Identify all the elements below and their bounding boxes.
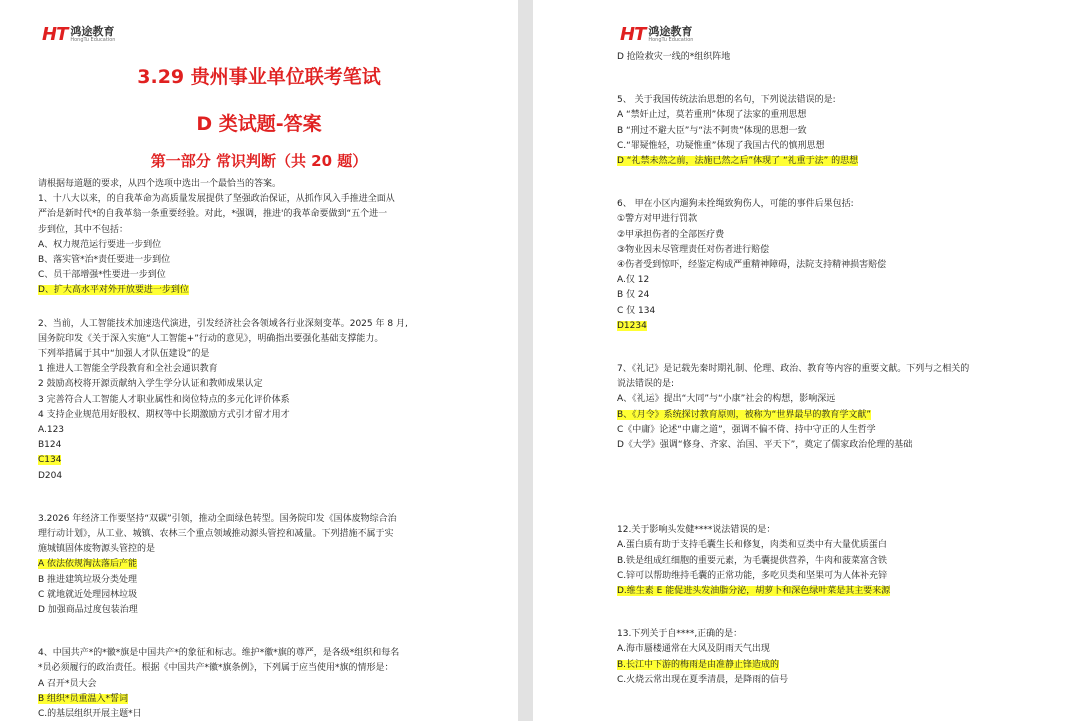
answer-highlight: D1234 <box>617 320 647 331</box>
question-13 <box>617 627 1030 688</box>
answer-highlight: D.维生素 E 能促进头发油脂分泌，胡萝卜和深色绿叶菜是其主要来源 <box>617 586 891 597</box>
question-stem: 理行动计划》，从工业、城镇、农林三个重点领域推动源头管控和减量。下列措施不属于实 <box>38 529 394 540</box>
answer-highlight: D “礼禁未然之前，法施已然之后”体现了 “礼重于法” 的思想 <box>617 156 859 167</box>
brand-logo <box>42 24 115 45</box>
document-page-left <box>0 0 518 721</box>
option: B.铁是组成红细胞的重要元素，为毛囊提供营养，牛肉和菠菜富含铁 <box>617 555 888 566</box>
instructions: 请根据每道题的要求，从四个选项中选出一个最恰当的答案。 <box>38 179 282 189</box>
option: A、《礼运》提出“大同”与“小康”社会的构想，影响深远 <box>617 394 836 405</box>
question-stem: 下列举措属于其中“加强人才队伍建设”的是 <box>38 349 210 360</box>
brand-name-en: HongTu Education <box>648 37 694 43</box>
statement-item: 2 鼓励高校将开源贡献纳入学生学分认证和教师成果认定 <box>38 379 263 390</box>
option: A “禁奸止过，莫若重刑”体现了法家的重刑思想 <box>617 110 807 121</box>
statement-item: ④伤者受到惊吓，经鉴定构成严重精神障碍，法院支持精神损害赔偿 <box>617 260 887 271</box>
answer-highlight: A 依法依规淘汰落后产能 <box>38 559 138 570</box>
question-stem: 2、当前，人工智能技术加速迭代演进，引发经济社会各领域各行业深刻变革。2025 年 8 月, <box>38 318 408 329</box>
question-1 <box>38 192 480 298</box>
option: A.123 <box>38 425 65 436</box>
statement-item: 1 推进人工智能全学段教育和全社会通识教育 <box>38 364 218 375</box>
option: A.海市蜃楼通常在大风及阴雨天气出现 <box>617 644 770 655</box>
question-4 <box>38 646 480 721</box>
question-3 <box>38 512 480 618</box>
option: C《中庸》论述“中庸之道”，强调不偏不倚、持中守正的人生哲学 <box>617 424 876 435</box>
option: B “刑过不避大臣”与“法不阿贵”体现的思想一致 <box>617 125 807 136</box>
brand-name: 鸿途教育 <box>70 25 115 38</box>
answer-highlight: B 组织*员重温入*誓词 <box>38 693 129 704</box>
question-12 <box>617 523 1030 599</box>
option: C 就地就近处理园林垃圾 <box>38 589 138 600</box>
option: B 仅 24 <box>617 290 650 301</box>
option: B 推进建筑垃圾分类处理 <box>38 574 138 585</box>
brand-name-en: HongTu Education <box>70 37 116 43</box>
statement-item: 3 完善符合人工智能人才职业属性和岗位特点的多元化评价体系 <box>38 394 290 405</box>
option: B124 <box>38 440 62 451</box>
question-stem: 严治是新时代*的自我革翁一条重要经验。对此，*强调，推进'的我革命要做到“五个进一 <box>38 209 388 220</box>
answer-highlight: B.长江中下游的梅雨是由准静止锋造成的 <box>617 659 780 670</box>
brand-logo <box>620 24 693 45</box>
exam-title: 3.29 贵州事业单位联考笔试 <box>137 66 381 88</box>
option: C 仅 134 <box>617 305 656 316</box>
option: D《大学》强调“修身、齐家、治国、平天下”，奠定了儒家政治伦理的基础 <box>617 440 913 451</box>
question-stem: 3.2026 年经济工作要坚持“双碳”引领，推动全面绿色转型。国务院印发《国体废物综合治 <box>38 513 397 524</box>
option: C、员干部增强*性要进一步到位 <box>38 270 166 281</box>
question-stem: *员必须履行的政治责任。根据《中国共产*徽*旗条例》，下列属于应当使用*旗的情形是： <box>38 663 394 674</box>
option: A、权力规范运行要进一步到位 <box>38 239 162 250</box>
statement-item: 4 支持企业规范用好股权、期权等中长期激励方式引才留才用才 <box>38 409 290 420</box>
option: C.锌可以帮助维持毛囊的正常功能，多吃贝类和坚果可为人体补充锌 <box>617 570 888 581</box>
option: C.的基层组织开展主题*日 <box>38 709 142 720</box>
question-stem: 4、中国共产*的*徽*旗是中国共产*的象征和标志。维护*徽*旗的尊严，是各级*组织和每名 <box>38 648 400 659</box>
page-divider <box>518 0 533 721</box>
question-stem: 步到位，其中不包括： <box>38 224 129 235</box>
question-stem: 5、 关于我国传统法治思想的名句，下列说法错误的是: <box>617 95 836 106</box>
question-stem: 6、 甲在小区内遛狗未拴绳致狗伤人，可能的事件后果包括: <box>617 199 854 210</box>
question-stem: 7、《礼记》是记载先秦时期礼制、伦理、政治、教育等内容的重要文献。下列与之相关的 <box>617 364 970 375</box>
question-6 <box>617 197 1030 334</box>
option: A.蛋白质有助于支持毛囊生长和修复，肉类和豆类中有大量优质蛋白 <box>617 540 887 551</box>
option: A.仅 12 <box>617 275 650 286</box>
question-stem: 12.关于影响头发健****说法错误的是： <box>617 525 776 536</box>
question-7 <box>617 362 1030 453</box>
answer-highlight: D、扩大高水平对外开放要进一步到位 <box>38 285 189 296</box>
question-5 <box>617 93 1030 169</box>
statement-item: ③物业因未尽管理责任对伤者进行赔偿 <box>617 244 770 255</box>
option: D 抢险救灾一线的*组织阵地 <box>617 52 731 62</box>
question-stem: 国务院印发《关于深入实施“人工智能+”行动的意见》，明确指出要强化基础支撑能力。 <box>38 333 384 344</box>
answer-highlight: B、《月令》系统探讨教育原则，被称为“世界最早的教育学文献” <box>617 409 872 420</box>
answer-highlight: C134 <box>38 455 62 466</box>
statement-item: ①警方对甲进行罚款 <box>617 214 698 225</box>
option: D 加强商品过度包装治理 <box>38 605 138 616</box>
option: D204 <box>38 470 63 481</box>
brand-name: 鸿途教育 <box>648 25 693 38</box>
question-stem: 1、十八大以来，的自我革命为高质量发展提供了坚强政治保证，从抓作风入手推进全面从 <box>38 194 395 205</box>
question-stem: 13.下列关于自****,正确的是： <box>617 629 743 640</box>
document-page-right <box>533 0 1080 721</box>
question-2 <box>38 317 480 484</box>
option: C.“罪疑惟轻，功疑惟重”体现了我国古代的慎刑思想 <box>617 140 825 151</box>
option: C.火烧云常出现在夏季清晨，是降雨的信号 <box>617 674 789 685</box>
exam-subtitle: D 类试题-答案 <box>196 113 322 135</box>
ht-logo-icon: HT <box>42 24 68 45</box>
option: B、落实管*治*责任要进一步到位 <box>38 255 171 266</box>
ht-logo-icon: HT <box>620 24 646 45</box>
option: A 召开*员大会 <box>38 678 97 689</box>
statement-item: ②甲承担伤者的全部医疗费 <box>617 229 725 240</box>
question-stem: 说法错误的是: <box>617 379 675 390</box>
question-stem: 施城镇固体废物源头管控的是 <box>38 544 156 555</box>
section-title: 第一部分 常识判断（共 20 题） <box>150 152 368 170</box>
